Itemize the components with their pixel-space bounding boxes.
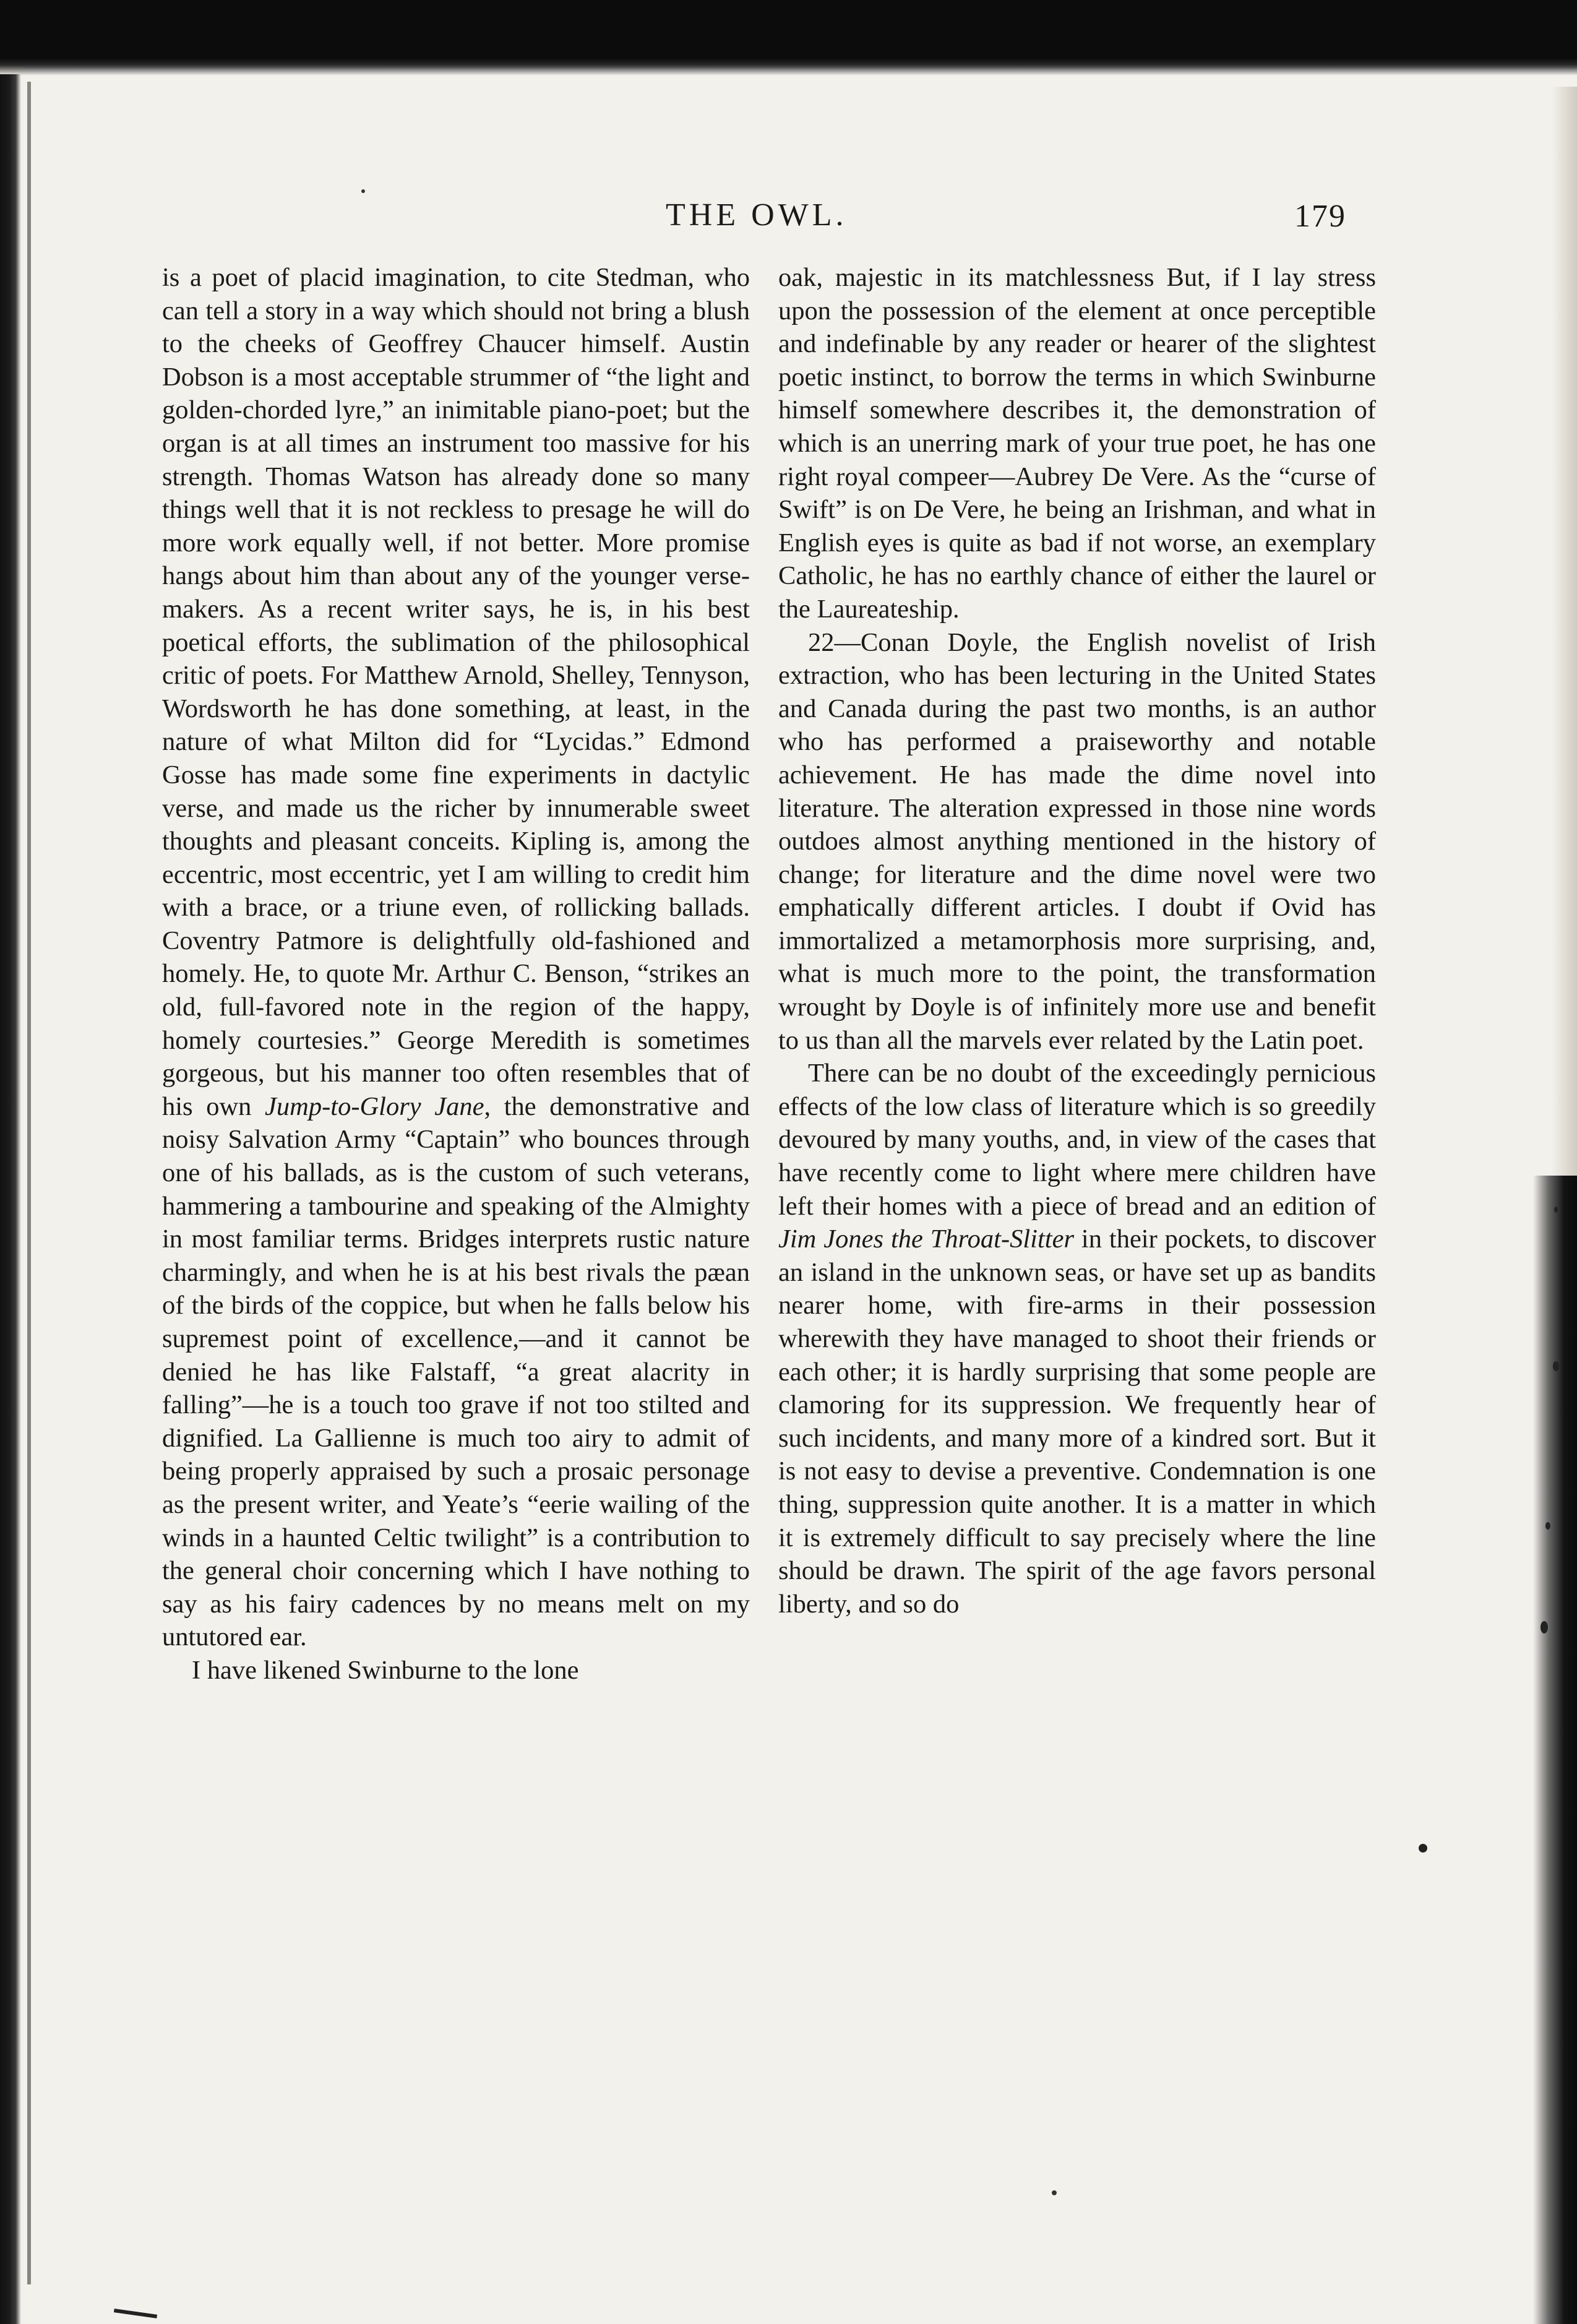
header-mark	[361, 189, 365, 193]
paragraph: I have likened Swinburne to the lone	[192, 1655, 579, 1685]
italic-title: Jump-to-Glory Jane	[265, 1091, 484, 1121]
paragraph: oak, majestic in its matchlessness But, if I lay stress upon the possession of the element at once perceptible and indefinable by any reader or hearer of the slightest poetic instinct, to borrow the terms in which Swinburne himself somewhere describes it, the demonstration of which is an unerring mark of your true poet, he has one right royal compeer—Aubrey De Vere. As the “curse of Swift” is on De Vere, he being an Irishman, and what in English eyes is quite as bad if not worse, an exemplary Catholic, he has no earthly chance of either the laurel or the Laureateship.	[778, 263, 1376, 624]
paragraph	[162, 261, 750, 1654]
binding-line	[27, 82, 31, 2284]
scan-speck	[1545, 1522, 1550, 1530]
right-column	[778, 261, 1376, 1620]
scan-top-border	[0, 0, 1577, 63]
paragraph: 22—Conan Doyle, the English novelist of Irish extraction, who has been lecturing in the United States and Canada during the past two months, is an author who has performed a praiseworthy and notable achievement. He has made the dime novel into literature. The alteration expressed in those nine words outdoes almost anything mentioned in the history of change; for literature and the dime novel were two emphatically different articles. I doubt if Ovid has immortalized a metamorphosis more surprising, and, what is much more to the point, the transformation wrought by Doyle is of infinitely more use and benefit to us than all the marvels ever related by the Latin poet.	[778, 627, 1376, 1055]
page-number: 179	[1294, 199, 1346, 234]
paragraph-text: , the demonstrative and noisy Salvation Army “Captain” who bounces through one of his ballads, as is the custom of such veterans, hammering a tambourine and speaking of the Almighty in most familiar terms. Bridges interprets rustic nature charmingly, and when he is at his best rivals the pæan of the birds of the coppice, but when he falls below his supremest point of excellence,—and it cannot be denied he has like Falstaff, “a great alacrity in falling”—he is a touch too grave if not too stilted and dignified. La Gallienne is much too airy to admit of being properly appraised by such a prosaic personage as the present writer, and Yeate’s “eerie wailing of the winds in a haunted Celtic twilight” is a contribution to the general choir concerning which I have nothing to say as his fairy cadences by no means melt on my untutored ear.	[162, 1091, 750, 1652]
paragraph	[778, 1057, 1376, 1620]
margin-bullet	[1419, 1844, 1427, 1853]
footer-dot	[1052, 2190, 1057, 2195]
scan-speck	[1554, 1207, 1558, 1213]
binding-edge	[0, 74, 21, 2324]
paragraph-text: is a poet of placid imagination, to cite Stedman, who can tell a story in a way which should not bring a blush to the cheeks of Geoffrey Chaucer himself. Austin Dobson is a most acceptable strummer of “the light and golden-chorded lyre,” an inimitable piano-poet; but the organ is at all times an instrument too massive for his strength. Thomas Watson has already done so many things well that it is not reckless to presage he will do more work equally well, if not better. More promise hangs about him than about any of the younger verse-makers. As a recent writer says, he is, in his best poetical efforts, the sublimation of the philosophical critic of poets. For Matthew Arnold, Shelley, Tennyson, Wordsworth he has done something, at least, in the nature of what Milton did for “Lycidas.” Edmond Gosse has made some fine experiments in dactylic verse, and made us the richer by innumerable sweet thoughts and pleasant conceits. Kipling is, among the eccentric, most eccentric, yet I am willing to credit him with a brace, or a triune even, of rollicking ballads. Coventry Patmore is delightfully old-fashioned and homely. He, to quote Mr. Arthur C. Benson, “strikes an old, full-favored note in the region of the happy, homely courtesies.” George Meredith is sometimes gorgeous, but his manner too often resembles that of his own	[162, 263, 750, 1121]
running-head: THE OWL.	[666, 197, 848, 233]
left-column	[162, 261, 750, 1687]
footer-mark	[114, 2309, 157, 2318]
page-edge-upper	[1552, 87, 1577, 1176]
italic-title: Jim Jones the Throat-Slitter	[778, 1224, 1074, 1254]
page-edge-torn	[1533, 1176, 1577, 2324]
paragraph-text: There can be no doubt of the exceedingly pernicious effects of the low class of literature which is so greedily devoured by many youths, and, in view of the cases that have recently come to light where mere children have left their homes with a piece of bread and an edition of	[778, 1059, 1376, 1221]
scan-speck	[1540, 1621, 1548, 1633]
paragraph-text: in their pockets, to discover an island in the unknown seas, or have set up as bandits nearer home, with fire-arms in their possession wherewith they have managed to shoot their friends or each other; it is hardly surprising that some people are clamoring for its suppression. We frequently hear of such incidents, and many more of a kindred sort. But it is not easy to devise a preventive. Condemnation is one thing, suppression quite another. It is a matter in which it is extremely difficult to say precisely where the line should be drawn. The spirit of the age favors personal liberty, and so do	[778, 1224, 1376, 1619]
top-rule	[25, 66, 1577, 68]
scan-speck	[1553, 1361, 1559, 1371]
